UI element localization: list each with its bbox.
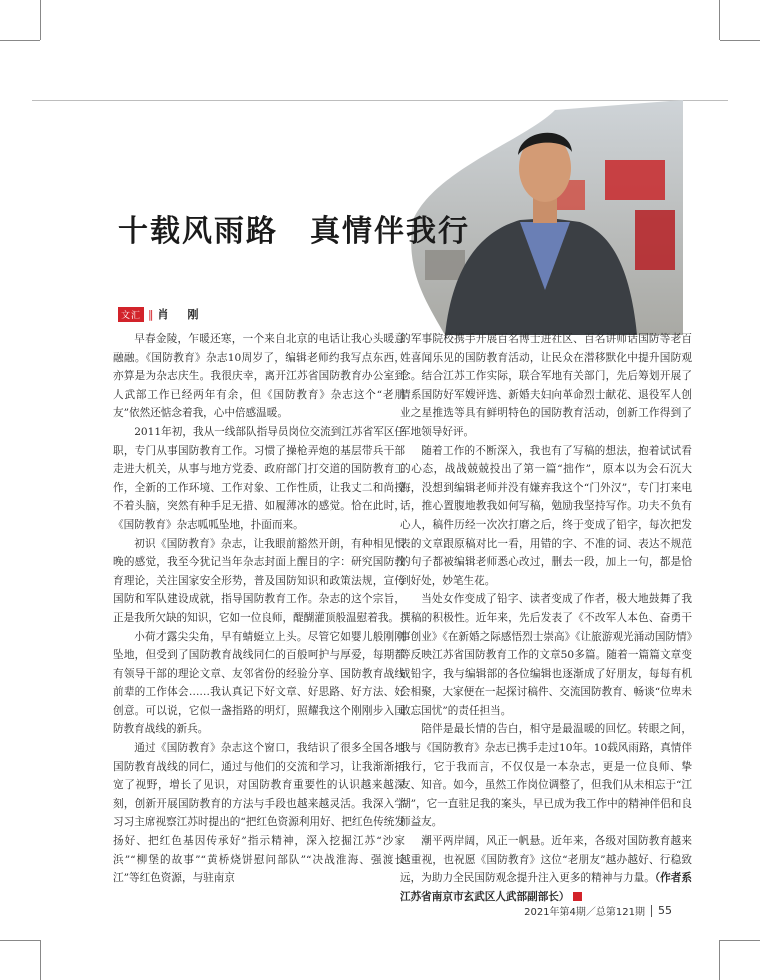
byline-separator: ‖ [148, 307, 154, 321]
paragraph: 陪伴是最长情的告白，相守是最温暖的回忆。转眼之间，我与《国防教育》杂志已携手走过10年。10载风雨路，真情伴我行，它于我而言，不仅仅是一本杂志，更是一位良师、挚友、知音。如今，虽然工作岗位调整了，但我们从未相忘于“江湖”，它一直驻足我的案头，早已成为我工作中的精神伴侣和良师益友。 [400, 723, 692, 829]
paragraph: 通过《国防教育》杂志这个窗口，我结识了很多全国各地国防教育战线的同仁，通过与他们的交流和学习，让我渐渐拓宽了视野，增长了见识，对国防教育重要性的认识越来越深刻，创新开展国防教育的方法与手段也越来越灵活。我深入学习习主席视察江苏时提出的“把红色资源利用好、把红色传统发扬好、把红色基因传承好”指示精神，深入挖掘江苏“沙家浜”“柳堡的故事”“黄桥烧饼慰问部队”“决战淮海、强渡长江”等红色资源，与驻南京 [113, 742, 405, 885]
page-footer [524, 903, 672, 918]
crop-mark [720, 940, 760, 941]
paragraph: 当处女作变成了铅字、读者变成了作者，极大地鼓舞了我撰稿的积极性。近年来，先后发表了《不改军人本色、奋勇干事创业》《在新婚之际感悟烈士崇高》《让旅游观光涌动国防情》等反映江苏省国防教育工作的文章50多篇。随着一篇篇文章变成铅字，我与编辑部的各位编辑也逐渐成了好朋友，每每有机会相聚，大家便在一起探讨稿件、交流国防教育、畅谈“位卑未敢忘国忧”的责任担当。 [400, 593, 692, 717]
left-column [113, 330, 405, 888]
paragraph: 小荷才露尖尖角，早有蜻蜓立上头。尽管它如婴儿般刚刚坠地，但受到了国防教育战线同仁的百般呵护与厚爱，每期都有领导干部的理论文章、友邻省份的经验分享、国防教育战线前辈的工作体会……我认真记下好文章、好思路、好方法、好创意。可以说，它似一盏指路的明灯，照耀我这个刚刚步入国防教育战线的新兵。 [113, 630, 405, 736]
paragraph: 随着工作的不断深入，我也有了写稿的想法，抱着试试看的心态，战战兢兢投出了第一篇“拙作”，原本以为会石沉大海，没想到编辑老师并没有嫌弃我这个“门外汉”，专门打来电话，推心置腹地教我如何写稿，勉励我坚持写作。功夫不负有心人，稿件历经一次次打磨之后，终于变成了铅字，每次把发表的文章跟原稿对比一看，用错的字、不准的词、表达不规范的句子都被编辑老师悉心改过，删去一段，加上一句，都是恰到好处，妙笔生花。 [400, 444, 692, 587]
issue-info: 2021年第4期／总第121期 [524, 907, 645, 918]
paragraph-continued: 的军事院校携手开展百名博士进社区、百名讲师话国防等老百姓喜闻乐见的国防教育活动，让民众在潜移默化中提升国防观念。结合江苏工作实际，联合军地有关部门，先后筹划开展了情系国防好军嫂评选、新婚夫妇向革命烈士献花、退役军人创业之星推选等具有鲜明特色的国防教育活动，创新工作得到了军地领导好评。 [400, 333, 692, 438]
crop-mark [719, 0, 720, 40]
closing-paragraph [400, 832, 692, 906]
paragraph: 早春金陵，乍暖还寒，一个来自北京的电话让我心头暖意融融。《国防教育》杂志10周岁了，编辑老师约我写点东西，亦算是为杂志庆生。我很庆幸，离开江苏省国防教育办公室到人武部工作已经两年有余，但《国防教育》杂志这个“老朋友”依然还惦念着我，心中倍感温暖。 [113, 333, 405, 420]
crop-mark [40, 0, 41, 40]
page-number: 55 [658, 904, 672, 917]
author-name: 肖 刚 [157, 308, 203, 321]
article-title: 十载风雨路 真情伴我行 [118, 214, 470, 249]
crop-mark [40, 940, 41, 980]
byline [118, 306, 203, 322]
paragraph: 2011年初，我从一线部队指导员岗位交流到江苏省军区任职，专门从事国防教育工作。习惯了操枪弄炮的基层带兵干部走进大机关，从事与地方党委、政府部门打交道的国防教育工作，全新的工作环境、工作对象、工作性质，让我丈二和尚摸不着头脑，突然有种手足无措、如履薄冰的感觉。恰在此时，《国防教育》杂志呱呱坠地，扑面而来。 [113, 425, 405, 531]
right-column [400, 330, 692, 906]
footer-divider [651, 905, 652, 917]
crop-mark [719, 940, 720, 980]
crop-mark [720, 40, 760, 41]
crop-mark [0, 940, 40, 941]
end-mark-icon: G [573, 892, 582, 901]
paragraph: 初识《国防教育》杂志，让我眼前豁然开朗，有种相见恨晚的感觉，我至今犹记当年杂志封面上醒目的字：研究国防教育理论，关注国家安全形势，普及国防知识和政策法规，宣传国防和军队建设成就，指导国防教育工作。杂志的这个宗旨，正是我所欠缺的知识，它如一位良师，醍醐灌顶般温慰着我。 [113, 537, 405, 624]
section-tag: 文汇 [118, 307, 144, 322]
author-note: （作者系江苏省南京市玄武区人武部副部长） [400, 872, 693, 903]
closing-text: 潮平两岸阔，风正一帆悬。近年来，各级对国防教育越来越重视，也祝愿《国防教育》这位“老朋友”越办越好、行稳致远，为助力全民国防观念提升注入更多的精神与力量。 [400, 835, 692, 885]
crop-mark [0, 40, 40, 41]
